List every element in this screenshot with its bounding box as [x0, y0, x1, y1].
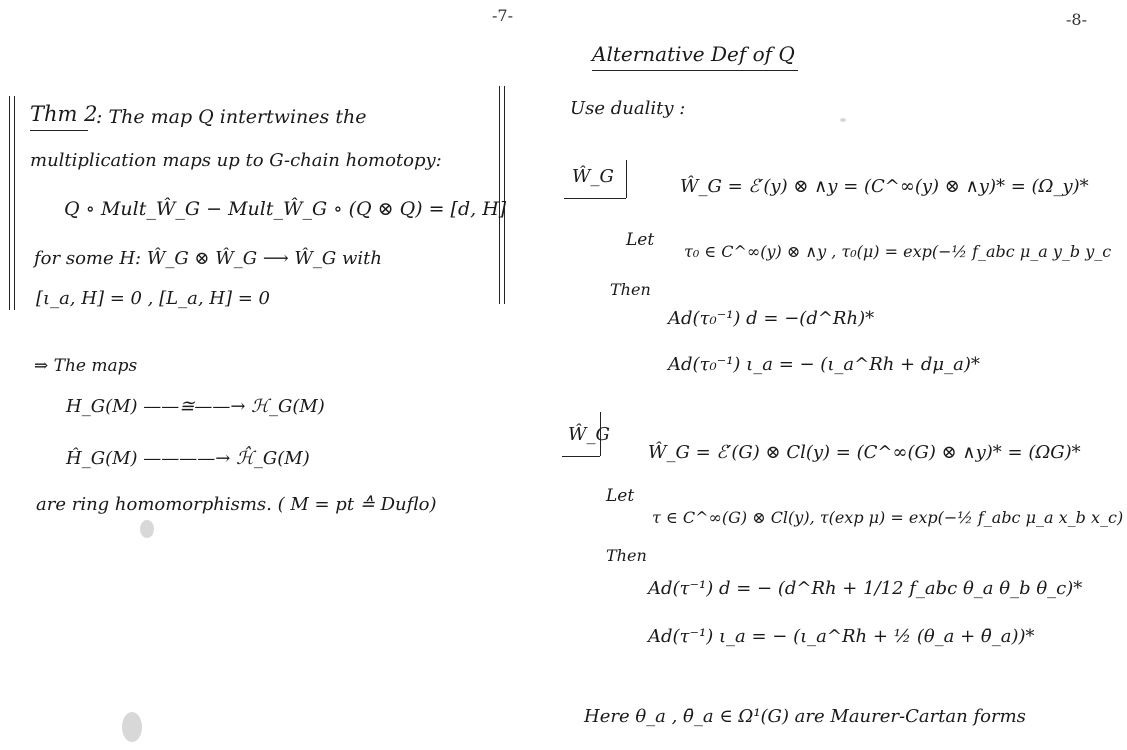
section-2-label: Ŵ_G — [568, 424, 610, 445]
theorem-frame-right-inner — [504, 86, 505, 304]
section-1-equation-2: Ad(τ₀⁻¹) ι_a = − (ι_a^Rh + dμ_a)* — [668, 354, 980, 375]
section-2-let-expression: τ ∈ C^∞(G) ⊗ Cl(y), τ(exp μ) = exp(−½ f_abc μ_a x_b x_c) — [652, 508, 1124, 527]
section-1-label: Ŵ_G — [572, 166, 614, 187]
section-1-then-word: Then — [610, 280, 651, 299]
section-2-label-underline — [562, 456, 600, 457]
page-number-right: -8- — [1066, 10, 1087, 29]
scan-speckle — [840, 118, 846, 122]
duality-intro: Use duality : — [570, 98, 686, 119]
section-2-label-bar — [600, 412, 601, 456]
section-1-definition: Ŵ_G = ℰ′(y) ⊗ ∧y = (C^∞(y) ⊗ ∧y)* = (Ω_y)* — [680, 176, 1089, 197]
corollary-intro: ⇒ The maps — [34, 356, 138, 376]
section-1-equation-1: Ad(τ₀⁻¹) d = −(d^Rh)* — [668, 308, 875, 329]
section-2-definition: Ŵ_G = ℰ′(G) ⊗ Cl(y) = (C^∞(G) ⊗ ∧y)* = (ΩG)* — [648, 442, 1081, 463]
maurer-cartan-footer: Here θ_a , θ̄_a ∈ Ω¹(G) are Maurer-Cartan forms — [584, 706, 1026, 727]
section-2-equation-1: Ad(τ⁻¹) d = − (d^Rh + 1/12 f_abc θ_a θ_b θ_c)* — [648, 578, 1083, 599]
theorem-label-underline — [30, 130, 88, 131]
theorem-label: Thm 2 — [30, 102, 98, 126]
scan-speckle — [122, 712, 142, 742]
theorem-frame-right-outer — [499, 86, 500, 304]
section-1-label-bar — [626, 160, 627, 198]
theorem-equation: Q ∘ Mult_Ŵ_G − Mult_Ŵ_G ∘ (Q ⊗ Q) = [d, H] — [64, 198, 507, 220]
theorem-line-4: for some H: Ŵ_G ⊗ Ŵ_G ⟶ Ŵ_G with — [34, 248, 382, 269]
theorem-frame-left-outer — [9, 96, 10, 310]
corollary-map-2: Ĥ_G(M) ————→ ℋ̂_G(M) — [66, 448, 310, 469]
section-2-then-word: Then — [606, 546, 647, 565]
section-1-let-word: Let — [626, 230, 655, 250]
theorem-line-5: [ι_a, H] = 0 , [L_a, H] = 0 — [36, 288, 270, 309]
corollary-conclusion: are ring homomorphisms. ( M = pt ≙ Duflo) — [36, 494, 437, 515]
theorem-line-1: : The map Q intertwines the — [96, 106, 367, 128]
page-title-underline — [592, 70, 798, 71]
scan-speckle — [140, 520, 154, 538]
theorem-line-2: multiplication maps up to G-chain homotopy: — [30, 150, 442, 171]
theorem-frame-left-inner — [14, 96, 15, 310]
section-1-let-expression: τ₀ ∈ C^∞(y) ⊗ ∧y , τ₀(μ) = exp(−½ f_abc μ_a y_b y_c — [684, 242, 1112, 261]
section-1-label-underline — [564, 198, 626, 199]
page-title: Alternative Def of Q — [592, 42, 795, 66]
section-2-let-word: Let — [606, 486, 635, 506]
corollary-map-1: H_G(M) ——≅——→ ℋ_G(M) — [66, 396, 325, 417]
section-2-equation-2: Ad(τ⁻¹) ι_a = − (ι_a^Rh + ½ (θ_a + θ̄_a))* — [648, 626, 1035, 647]
page-number-left: -7- — [492, 6, 513, 25]
